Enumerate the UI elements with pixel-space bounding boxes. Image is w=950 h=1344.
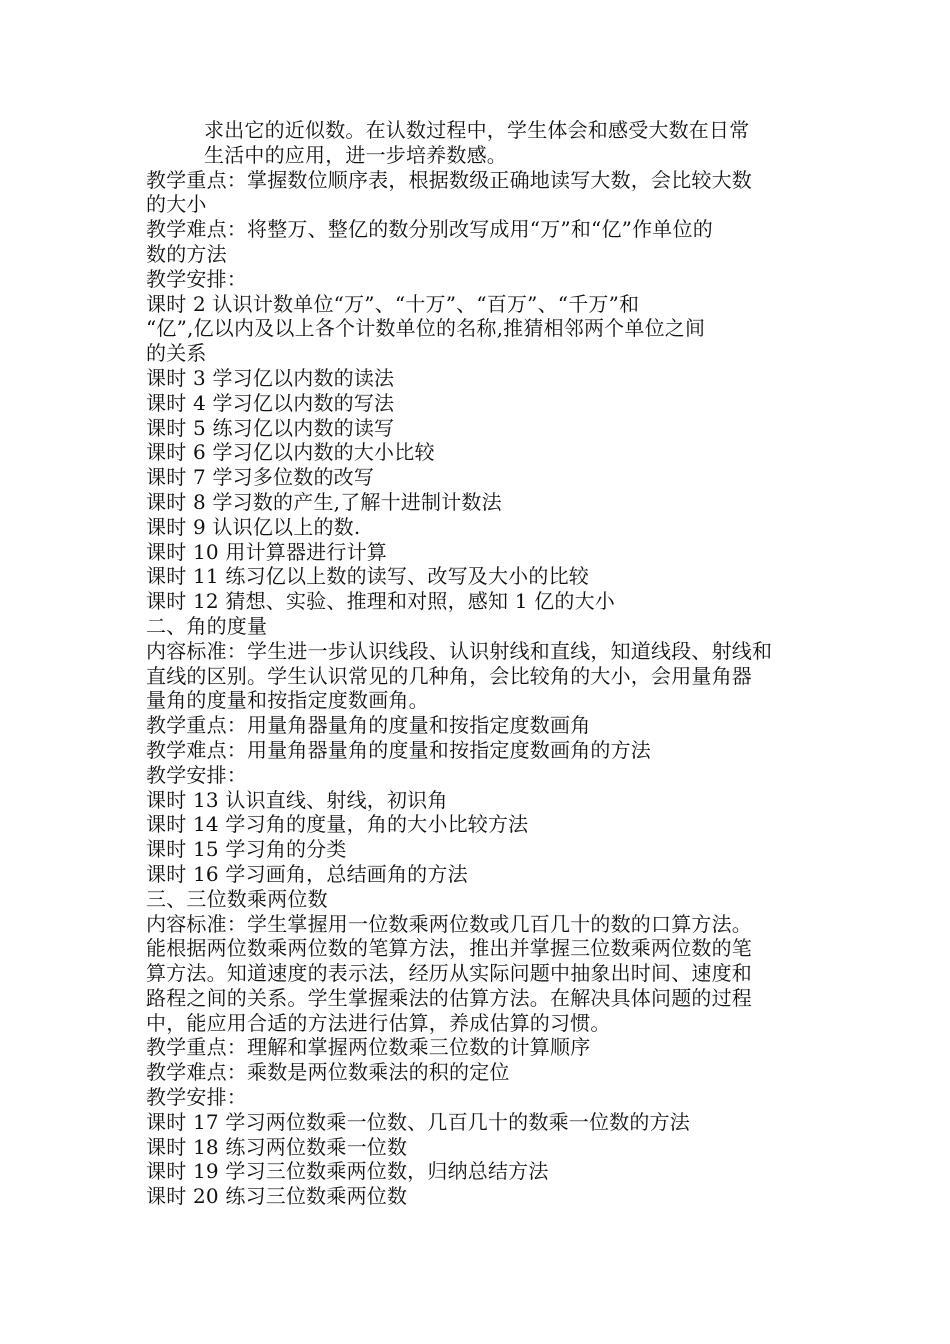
text-line: 教学重点：掌握数位顺序表，根据数级正确地读写大数，会比较大数 (146, 167, 752, 192)
text-line: 课时 8 学习数的产生,了解十进制计数法 (146, 489, 502, 514)
text-line: 课时 11 练习亿以上数的读写、改写及大小的比较 (146, 564, 589, 589)
text-line: 量角的度量和按指定度数画角。 (146, 688, 429, 713)
text-line: 课时 12 猜想、实验、推理和对照，感知 1 亿的大小 (146, 589, 616, 614)
text-line: 课时 20 练习三位数乘两位数 (146, 1184, 408, 1209)
text-line: 课时 4 学习亿以内数的写法 (146, 390, 395, 415)
text-line: 课时 19 学习三位数乘两位数，归纳总结方法 (146, 1159, 549, 1184)
text-line: 生活中的应用，进一步培养数感。 (204, 142, 507, 167)
text-line: 求出它的近似数。在认数过程中，学生体会和感受大数在日常 (204, 118, 750, 142)
text-line: 教学难点：用量角器量角的度量和按指定度数画角的方法 (146, 737, 651, 762)
text-line: 教学安排： (146, 266, 247, 291)
text-line: 教学安排： (146, 762, 247, 787)
text-line: 课时 7 学习多位数的改写 (146, 465, 375, 490)
text-line: 课时 5 练习亿以内数的读写 (146, 415, 395, 440)
text-line: 教学重点：理解和掌握两位数乘三位数的计算顺序 (146, 1035, 591, 1060)
text-line: 算方法。知道速度的表示法，经历从实际问题中抽象出时间、速度和 (146, 961, 752, 986)
text-line: 课时 18 练习两位数乘一位数 (146, 1134, 408, 1159)
text-line: 课时 3 学习亿以内数的读法 (146, 365, 395, 390)
text-line: 教学安排： (146, 1085, 247, 1110)
document-body (146, 118, 810, 1209)
text-line: 直线的区别。学生认识常见的几种角，会比较角的大小，会用量角器 (146, 663, 752, 688)
text-line: 课时 6 学习亿以内数的大小比较 (146, 440, 435, 465)
text-line: 课时 15 学习角的分类 (146, 837, 347, 862)
text-line: 课时 16 学习画角，总结画角的方法 (146, 861, 468, 886)
text-line: 的关系 (146, 341, 207, 366)
text-line: 教学难点：将整万、整亿的数分别改写成用“万”和“亿”作单位的 (146, 217, 713, 242)
text-line: 能根据两位数乘两位数的笔算方法，推出并掌握三位数乘两位数的笔 (146, 936, 752, 961)
text-line: 课时 13 认识直线、射线，初识角 (146, 787, 448, 812)
text-line: 课时 9 认识亿以上的数. (146, 514, 361, 539)
text-line: 课时 10 用计算器进行计算 (146, 539, 387, 564)
text-line: 课时 17 学习两位数乘一位数、几百几十的数乘一位数的方法 (146, 1109, 690, 1134)
text-line: 教学重点：用量角器量角的度量和按指定度数画角 (146, 713, 591, 738)
text-line: 内容标准：学生掌握用一位数乘两位数或几百几十的数的口算方法。 (146, 911, 752, 936)
text-line: 课时 14 学习角的度量，角的大小比较方法 (146, 812, 529, 837)
text-line: 教学难点：乘数是两位数乘法的积的定位 (146, 1060, 510, 1085)
text-line: 二、角的度量 (146, 613, 268, 638)
text-line: 课时 2 认识计数单位“万”、“十万”、“百万”、“千万”和 (146, 291, 640, 316)
text-line: “亿”,亿以内及以上各个计数单位的名称,推猜相邻两个单位之间 (146, 316, 706, 341)
text-line: 路程之间的关系。学生掌握乘法的估算方法。在解决具体问题的过程 (146, 985, 752, 1010)
text-line: 数的方法 (146, 241, 227, 266)
text-line: 内容标准：学生进一步认识线段、认识射线和直线，知道线段、射线和 (146, 638, 773, 663)
text-line: 中，能应用合适的方法进行估算，养成估算的习惯。 (146, 1010, 611, 1035)
text-line: 三、三位数乘两位数 (146, 886, 328, 911)
text-line: 的大小 (146, 192, 207, 217)
